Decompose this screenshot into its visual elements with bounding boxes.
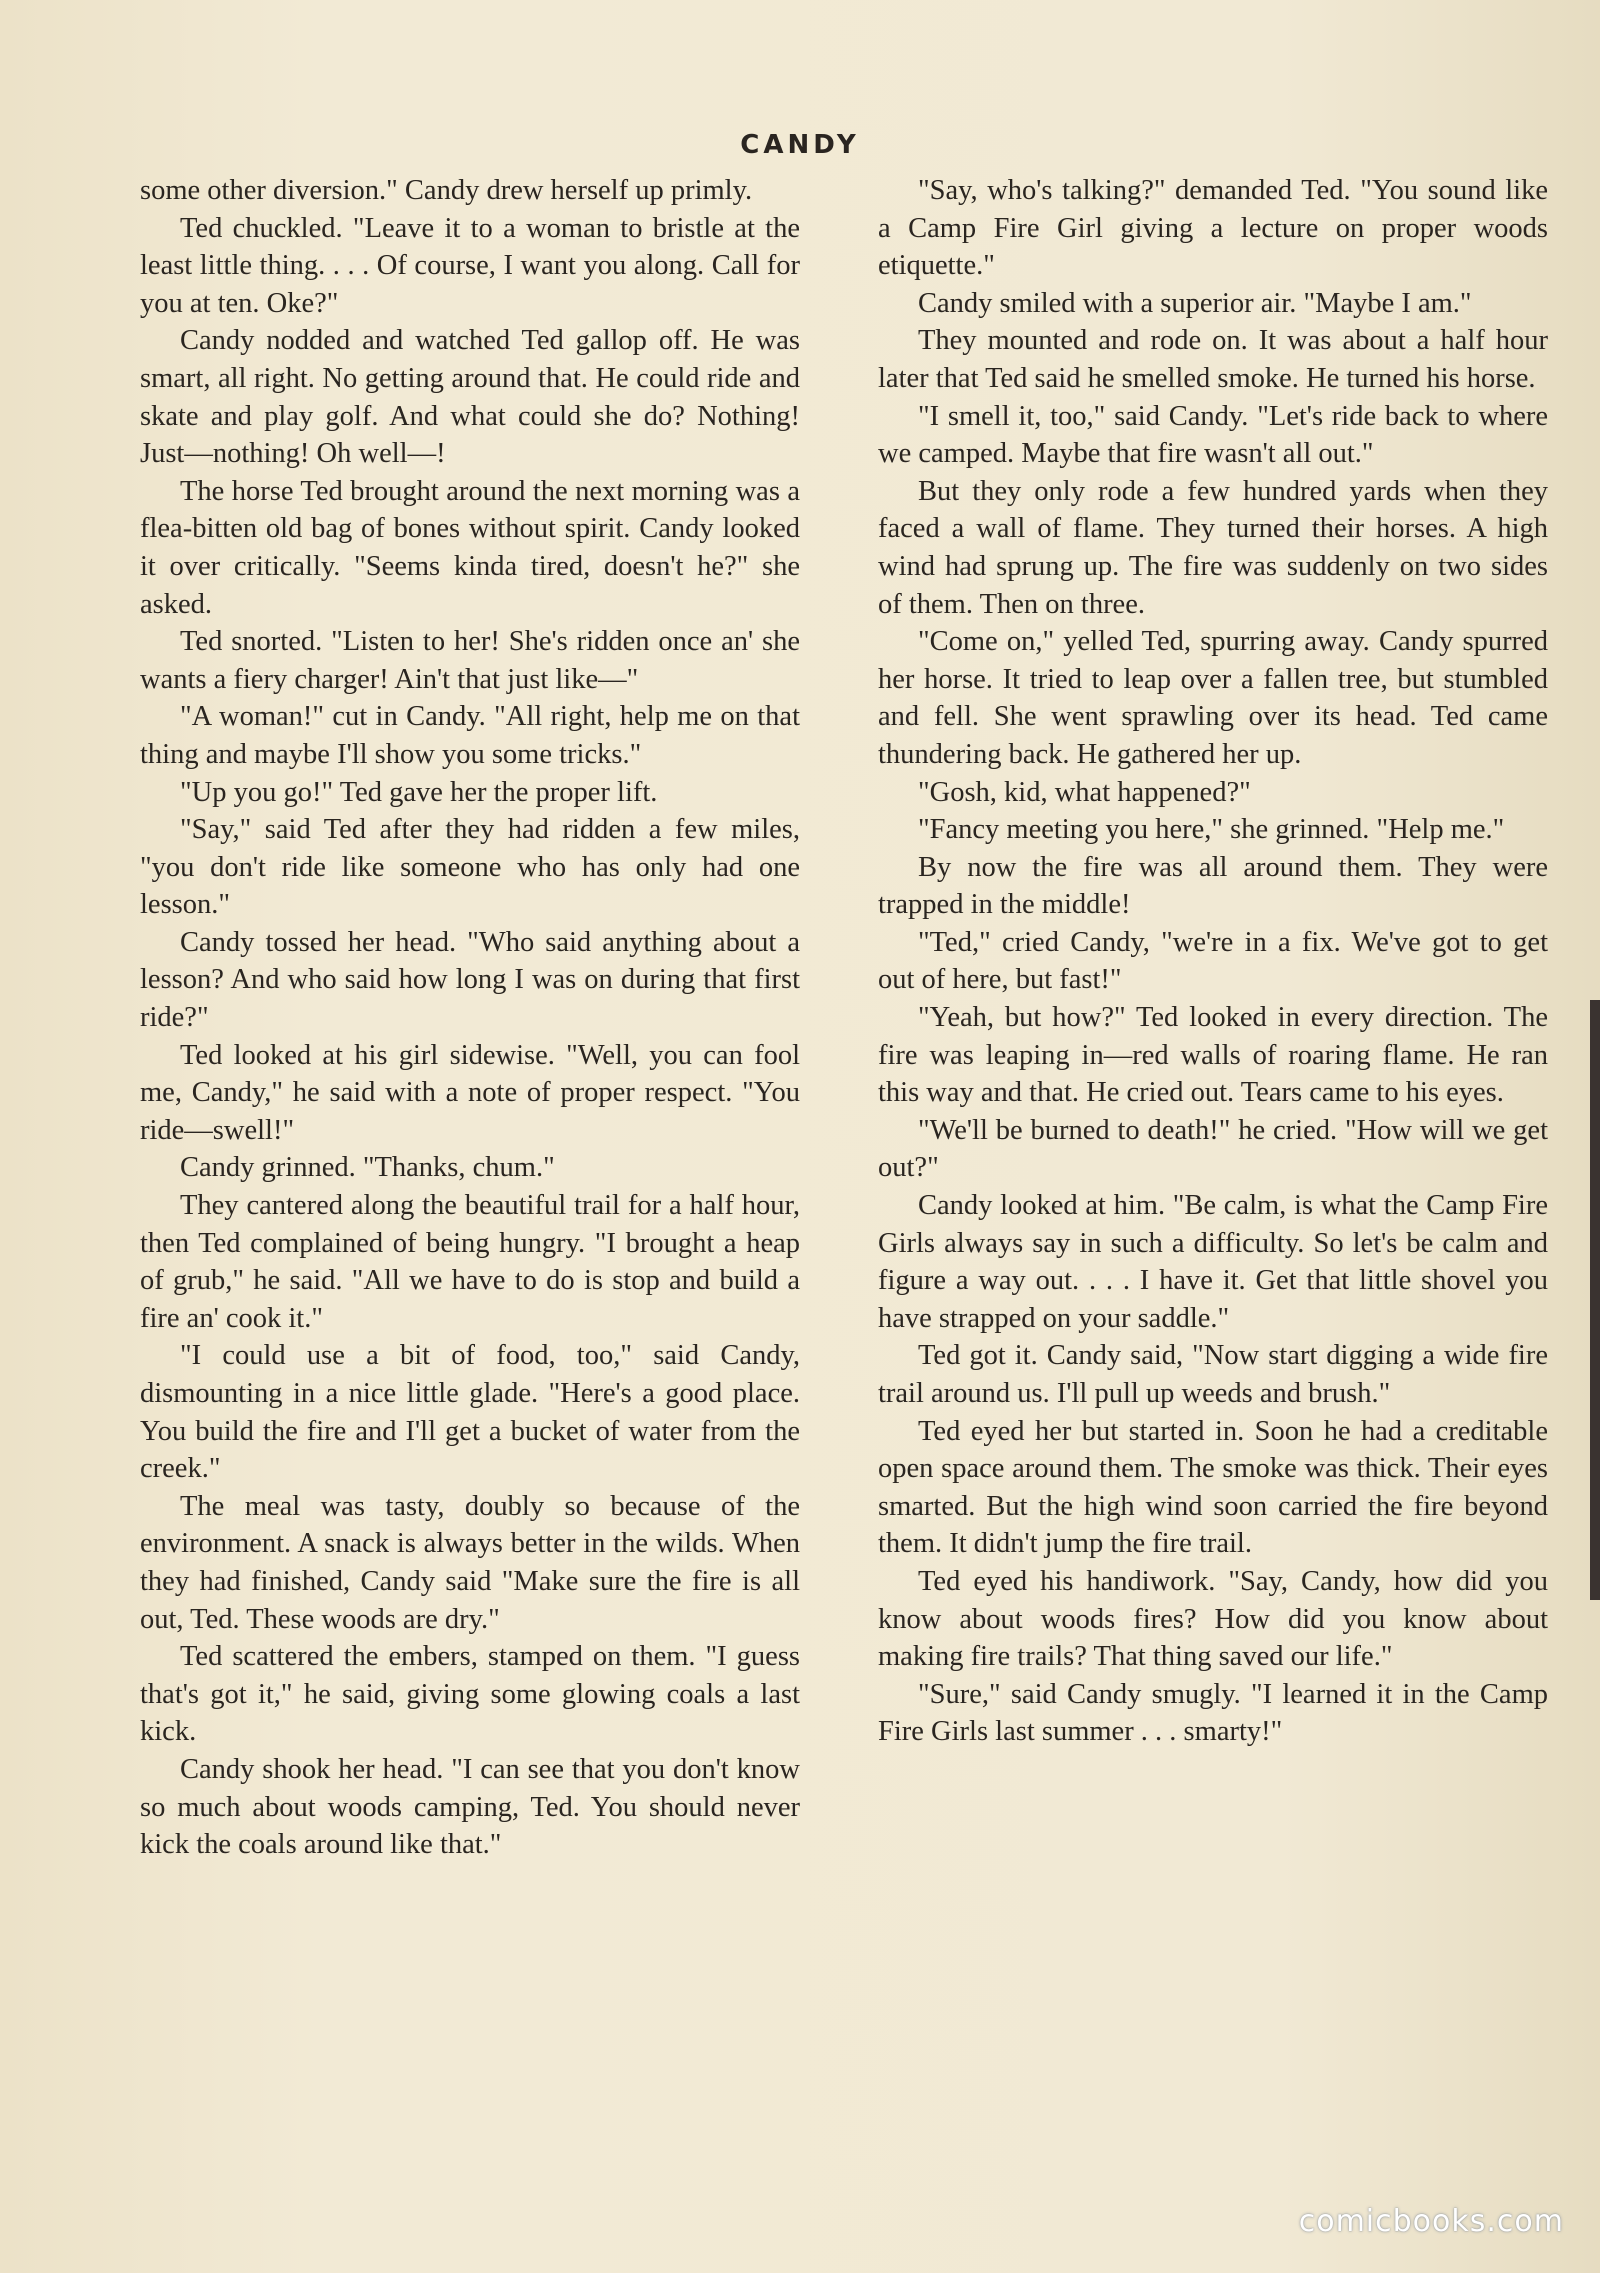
paragraph: "Come on," yelled Ted, spurring away. Candy spurred her horse. It tried to leap over a fallen tree, but stumbled and fell. She went sprawling over its head. Ted came thundering back. He gathered her up. — [878, 626, 1548, 770]
paragraph: Ted snorted. "Listen to her! She's ridden once an' she wants a fiery charger! Ain't that just like—" — [140, 626, 800, 695]
paragraph: But they only rode a few hundred yards when they faced a wall of flame. They turned their horses. A high wind had sprung up. The fire was suddenly on two sides of them. Then on three. — [878, 475, 1548, 620]
paragraph: "Say, who's talking?" demanded Ted. "You sound like a Camp Fire Girl giving a lecture on proper woods etiquette." — [878, 175, 1548, 282]
paragraph: Candy nodded and watched Ted gallop off. He was smart, all right. No getting around that. He could ride and skate and play golf. And what could she do? Nothing! Just—nothing! Oh well—! — [140, 325, 800, 470]
paragraph: "Sure," said Candy smugly. "I learned it in the Camp Fire Girls last summer . . . smarty!" — [878, 1678, 1548, 1748]
paragraph: "Fancy meeting you here," she grinned. "Help me." — [918, 814, 1505, 846]
paragraph: "Say," said Ted after they had ridden a few miles, "you don't ride like someone who has only had one lesson." — [140, 814, 800, 921]
paragraph: Candy grinned. "Thanks, chum." — [180, 1152, 555, 1184]
paragraph: Candy tossed her head. "Who said anything about a lesson? And who said how long I was on during that first ride?" — [140, 926, 800, 1034]
paragraph: Candy smiled with a superior air. "Maybe I am." — [918, 287, 1472, 319]
paragraph: Ted eyed his handiwork. "Say, Candy, how did you know about woods fires? How did you know about making fire trails? That thing saved our life." — [878, 1565, 1548, 1673]
paragraph: Ted looked at his girl sidewise. "Well, you can fool me, Candy," he said with a note of proper respect. "You ride—swell!" — [140, 1039, 800, 1146]
paragraph: "I smell it, too," said Candy. "Let's ride back to where we camped. Maybe that fire wasn't all out." — [878, 400, 1548, 470]
paragraph: Ted got it. Candy said, "Now start digging a wide fire trail around us. I'll pull up weeds and brush." — [878, 1340, 1548, 1409]
paragraph: some other diversion." Candy drew herself up primly. — [140, 175, 753, 206]
paragraph: They mounted and rode on. It was about a half hour later that Ted said he smelled smoke. He turned his horse. — [878, 325, 1548, 394]
paragraph: Ted eyed her but started in. Soon he had a creditable open space around them. The smoke was thick. Their eyes smarted. But the high wind soon carried the fire beyond them. It didn't jump the fire trail. — [878, 1415, 1548, 1560]
page-header: CANDY — [740, 130, 860, 160]
right-column — [878, 172, 1548, 1751]
paragraph: They cantered along the beautiful trail for a half hour, then Ted complained of being hungry. "I brought a heap of grub," he said. "All we have to do is stop and build a fire an' cook it." — [140, 1190, 800, 1334]
paragraph: By now the fire was all around them. They were trapped in the middle! — [878, 851, 1548, 921]
paragraph: "A woman!" cut in Candy. "All right, help me on that thing and maybe I'll show you some tricks." — [140, 701, 800, 770]
paragraph: Ted chuckled. "Leave it to a woman to bristle at the least little thing. . . . Of course, I want you along. Call for you at ten. Oke?" — [140, 212, 800, 319]
paragraph: "We'll be burned to death!" he cried. "How will we get out?" — [878, 1114, 1548, 1184]
paragraph: "Ted," cried Candy, "we're in a fix. We've got to get out of here, but fast!" — [878, 926, 1548, 996]
paragraph: "Yeah, but how?" Ted looked in every direction. The fire was leaping in—red walls of roaring flame. He ran this way and that. He cried out. Tears came to his eyes. — [878, 1002, 1548, 1109]
left-column — [140, 172, 800, 1864]
watermark: comicbooks.com — [1298, 2204, 1564, 2239]
paragraph: Candy shook her head. "I can see that you don't know so much about woods camping, Ted. You should never kick the coals around like that." — [140, 1753, 800, 1861]
paragraph: "Up you go!" Ted gave her the proper lift. — [180, 776, 658, 808]
paragraph: "I could use a bit of food, too," said Candy, dismounting in a nice little glade. "Here's a good place. You build the fire and I'll get a bucket of water from the creek." — [140, 1340, 800, 1485]
paragraph: The horse Ted brought around the next morning was a flea-bitten old bag of bones without spirit. Candy looked it over critically. "Seems kinda tired, doesn't he?" she asked. — [140, 475, 800, 620]
paragraph: Ted scattered the embers, stamped on them. "I guess that's got it," he said, giving some glowing coals a last kick. — [140, 1641, 800, 1748]
paragraph: The meal was tasty, doubly so because of the environment. A snack is always better in the wilds. When they had finished, Candy said "Make sure the fire is all out, Ted. These woods are dry." — [140, 1490, 800, 1635]
paragraph: Candy looked at him. "Be calm, is what the Camp Fire Girls always say in such a difficulty. So let's be calm and figure a way out. . . . I have it. Get that little shovel you have strapped on your saddle." — [878, 1190, 1548, 1334]
paragraph: "Gosh, kid, what happened?" — [918, 776, 1251, 808]
page-spine-edge — [1590, 1000, 1600, 1600]
